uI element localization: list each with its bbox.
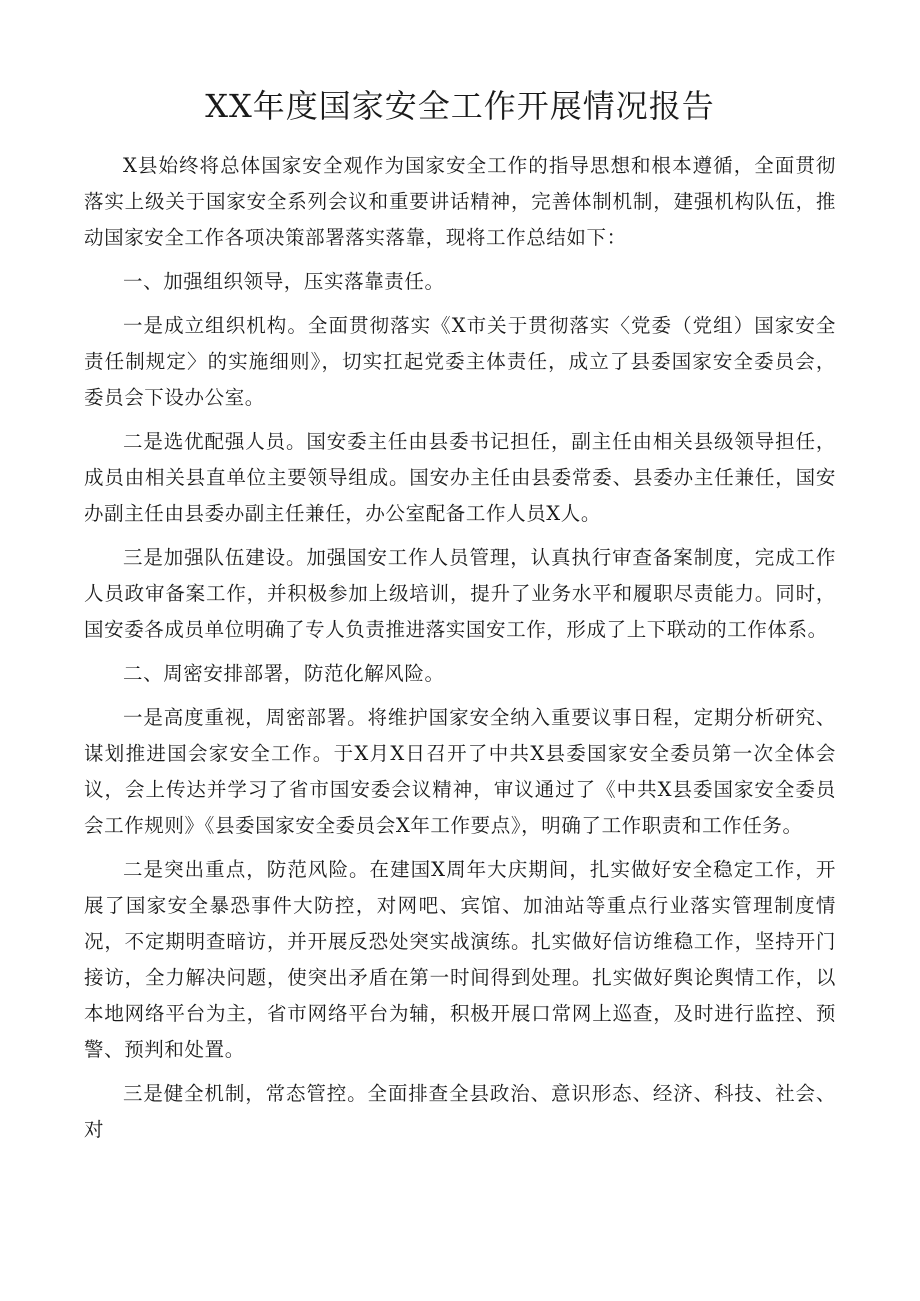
document-title: XX年度国家安全工作开展情况报告 <box>205 87 715 125</box>
document-body <box>84 148 836 1156</box>
paragraph: 三是健全机制，常态管控。全面排查全县政治、意识形态、经济、科技、社会、对 <box>84 1082 836 1141</box>
paragraph-intro: X县始终将总体国家安全观作为国家安全工作的指导思想和根本遵循，全面贯彻落实上级关于国家安全系列会议和重要讲话精神，完善体制机制，建强机构队伍，推动国家安全工作各项决策部署落实落靠，现将工作总结如下： <box>84 154 836 249</box>
section-heading-1: 一、加强组织领导，压实落靠责任。 <box>123 270 445 293</box>
paragraph: 一是成立组织机构。全面贯彻落实《X市关于贯彻落实〈党委（党组）国家安全责任制规定〉的实施细则》，切实扛起党委主体责任，成立了县委国家安全委员会，委员会下设办公室。 <box>84 314 836 409</box>
paragraph: 一是高度重视，周密部署。将维护国家安全纳入重要议事日程，定期分析研究、谋划推进国会家安全工作。于X月X日召开了中共X县委国家安全委员第一次全体会议，会上传达并学习了省市国安委会议精神，审议通过了《中共X县委国家安全委员会工作规则》《县委国家安全委员会X年工作要点》，明确了工作职责和工作任务。 <box>84 706 836 837</box>
section-heading-2: 二、周密安排部署，防范化解风险。 <box>123 662 445 685</box>
paragraph: 三是加强队伍建设。加强国安工作人员管理，认真执行审查备案制度，完成工作人员政审备案工作，并积极参加上级培训，提升了业务水平和履职尽责能力。同时，国安委各成员单位明确了专人负责推进落实国安工作，形成了上下联动的工作体系。 <box>84 546 836 641</box>
paragraph: 二是选优配强人员。国安委主任由县委书记担任，副主任由相关县级领导担任，成员由相关县直单位主要领导组成。国安办主任由县委常委、县委办主任兼任，国安办副主任由县委办副主任兼任，办公室配备工作人员X人。 <box>84 430 836 525</box>
paragraph: 二是突出重点，防范风险。在建国X周年大庆期间，扎实做好安全稳定工作，开展了国家安全暴恐事件大防控，对网吧、宾馆、加油站等重点行业落实管理制度情况，不定期明查暗访，并开展反恐处突实战演练。扎实做好信访维稳工作，坚持开门接访，全力解决问题，使突出矛盾在第一时间得到处理。扎实做好舆论舆情工作，以本地网络平台为主，省市网络平台为辅，积极开展口常网上巡查，及时进行监控、预警、预判和处置。 <box>84 858 836 1061</box>
